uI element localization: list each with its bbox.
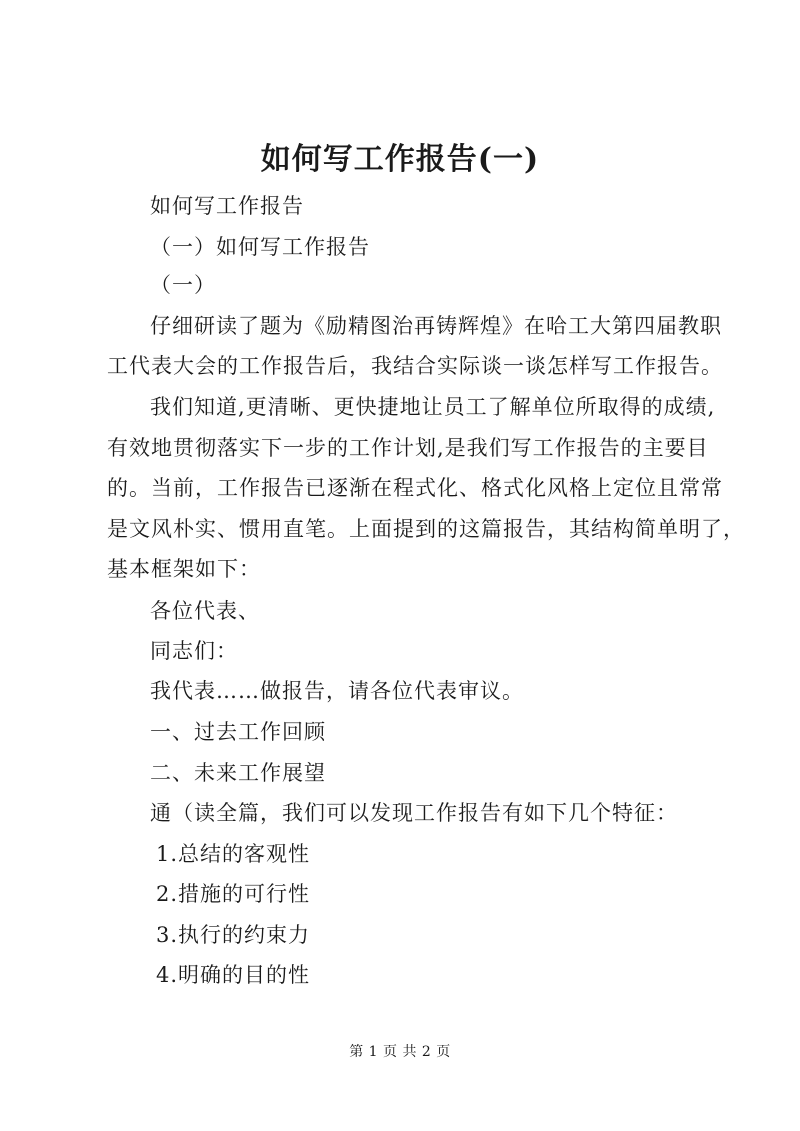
heading-line: （一） (150, 273, 216, 297)
framework-line: 各位代表、 (150, 599, 260, 623)
feature-item: 2.措施的可行性 (156, 882, 311, 906)
heading-line: （一）如何写工作报告 (150, 235, 370, 259)
framework-line: 我代表……做报告，请各位代表审议。 (150, 679, 524, 703)
framework-line: 通（读全篇，我们可以发现工作报告有如下几个特征： (150, 801, 678, 825)
page-number-footer: 第 1 页 共 2 页 (349, 1044, 451, 1060)
paragraph-line: 我们知道,更清晰、更快捷地让员工了解单位所取得的成绩, (150, 395, 716, 419)
heading-line: 如何写工作报告 (150, 194, 304, 218)
document-title: 如何写工作报告(一) (260, 142, 540, 177)
paragraph-line: 是文风朴实、惯用直笔。上面提到的这篇报告，其结构简单明了， (107, 517, 745, 541)
feature-item: 1.总结的客观性 (156, 842, 311, 866)
feature-item: 4.明确的目的性 (156, 963, 311, 987)
framework-line: 二、未来工作展望 (150, 761, 326, 785)
paragraph-line: 基本框架如下： (107, 557, 261, 581)
framework-line: 同志们： (150, 639, 238, 663)
paragraph-line: 仔细研读了题为《励精图治再铸辉煌》在哈工大第四届教职 (150, 314, 722, 338)
paragraph-line: 的。当前，工作报告已逐渐在程式化、格式化风格上定位且常常 (107, 476, 723, 500)
paragraph-line: 工代表大会的工作报告后，我结合实际谈一谈怎样写工作报告。 (107, 354, 723, 378)
paragraph-line: 有效地贯彻落实下一步的工作计划,是我们写工作报告的主要目 (107, 436, 709, 460)
framework-line: 一、过去工作回顾 (150, 720, 326, 744)
feature-item: 3.执行的约束力 (156, 923, 311, 947)
